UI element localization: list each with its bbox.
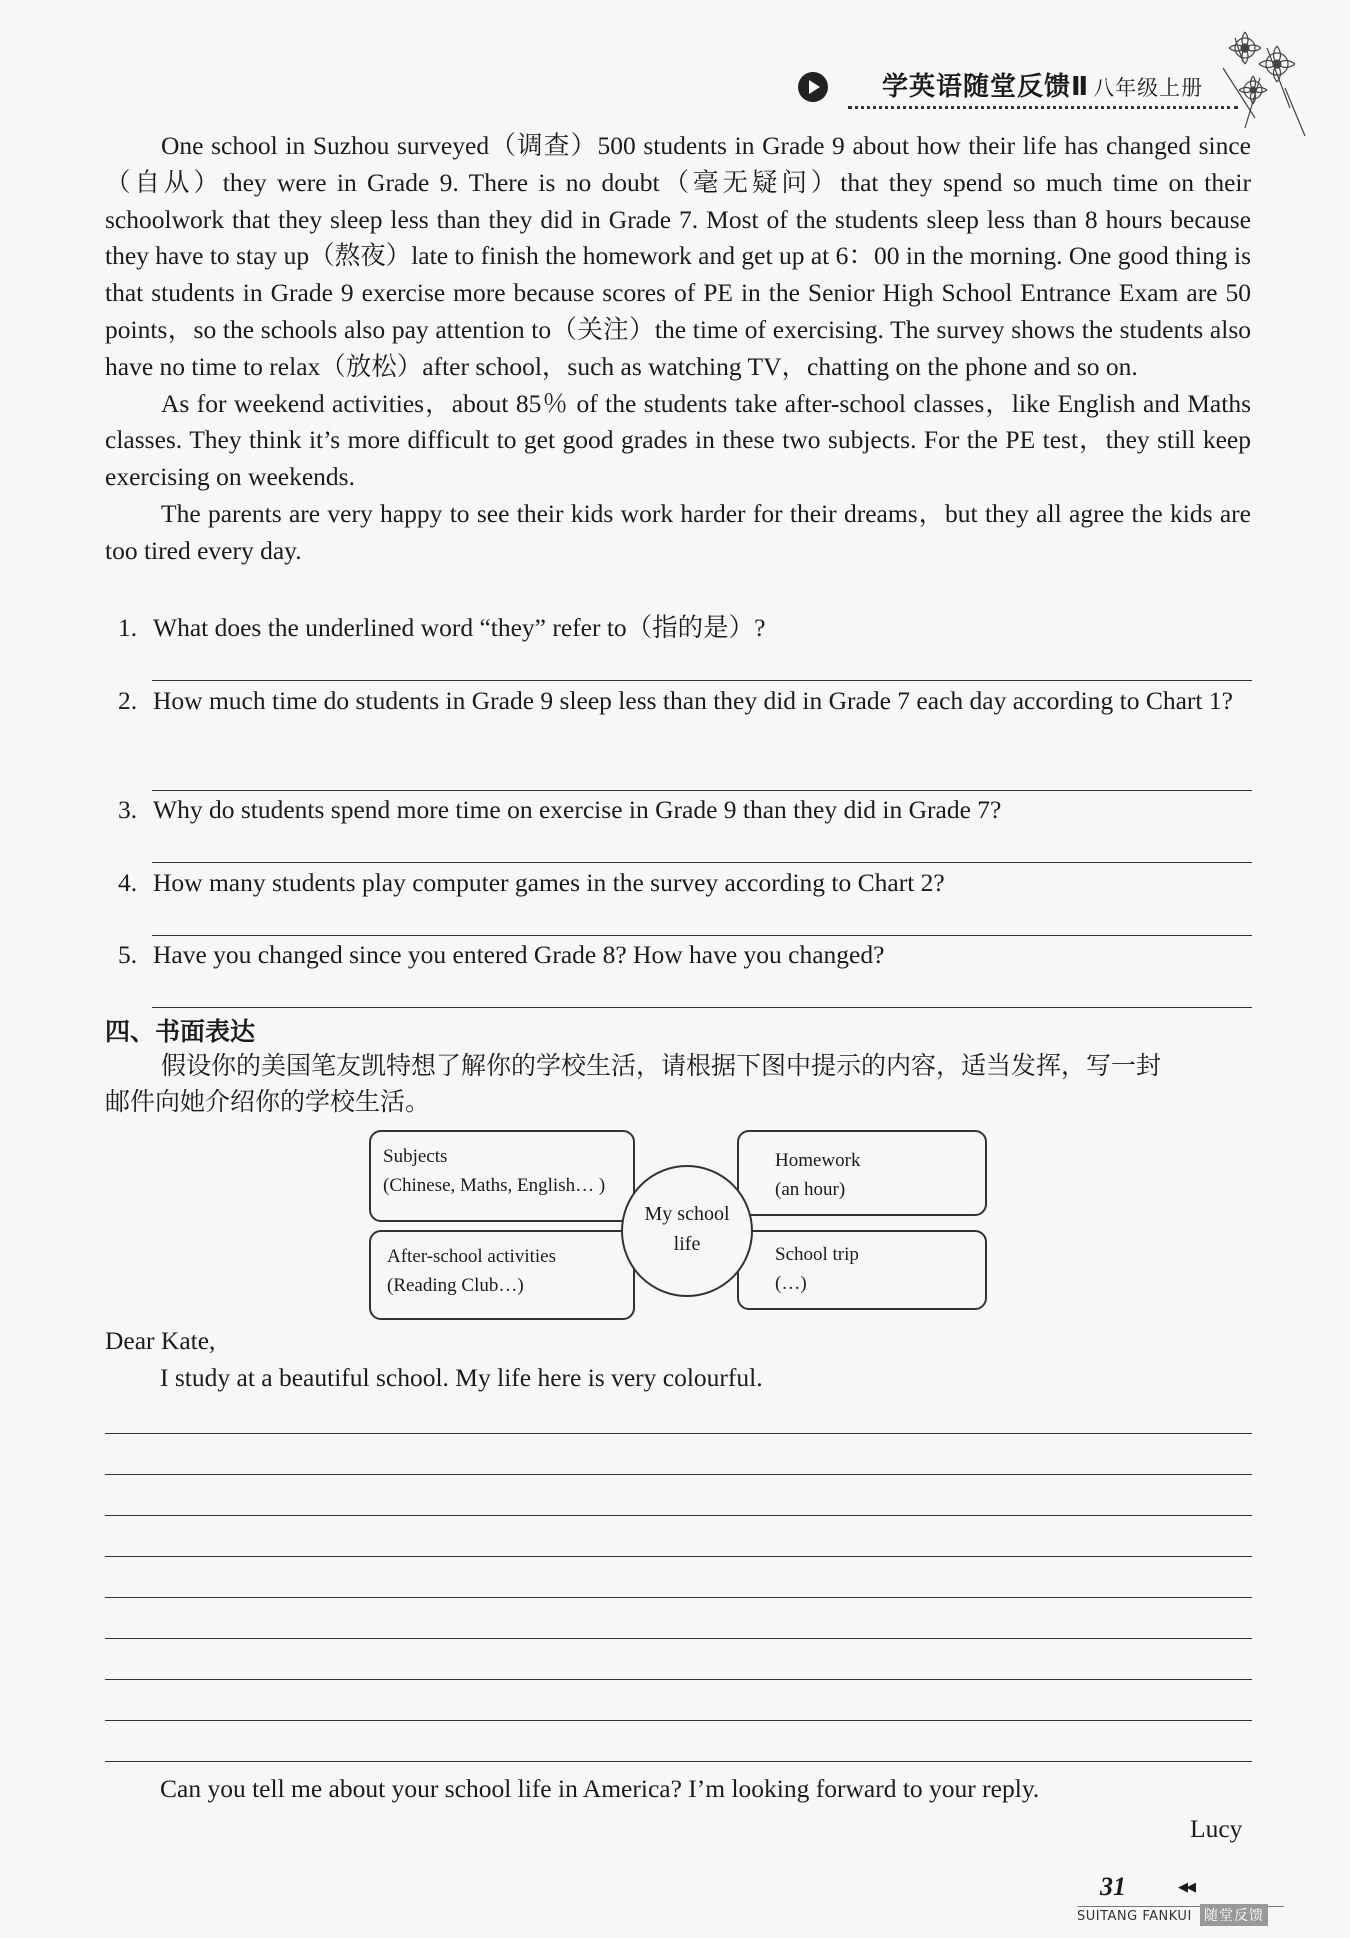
writing-line[interactable]	[105, 1474, 1252, 1475]
question-number: 1.	[118, 613, 138, 642]
question-5	[118, 937, 1253, 974]
answer-line-3[interactable]	[152, 862, 1252, 863]
play-icon	[798, 72, 828, 102]
question-text: Why do students spend more time on exercise in Grade 9 than they did in Grade 7?	[153, 795, 1002, 824]
school-life-diagram	[365, 1130, 995, 1320]
question-text: What does the underlined word “they” refer to（指的是）?	[153, 613, 766, 642]
question-text: How much time do students in Grade 9 sleep less than they did in Grade 7 each day according to Chart 1?	[153, 686, 1233, 715]
circle-label: My school	[644, 1203, 730, 1225]
flower-decoration-icon	[1215, 18, 1325, 138]
letter-closing: Can you tell me about your school life in America? I’m looking forward to your reply.	[160, 1774, 1040, 1803]
passage-paragraph: One school in Suzhou surveyed（调查）500 students in Grade 9 about how their life has changed since（自从）they were in Grade 9. There is no doubt（毫无疑问）that they spend so much time on their schoolwork that they sleep less than they did in Grade 7. Most of the students sleep less than 8 hours because they have to stay up（熬夜）late to finish the homework and get up at 6：00 in the morning. One good thing is that students in Grade 9 exercise more because scores of PE in the Senior High School Entrance Exam are 50 points，so the schools also pay attention to（关注）the time of exercising. The survey shows the students also have no time to relax（放松）after school，such as watching TV，chatting on the phone and so on.	[105, 131, 1251, 381]
letter-salutation: Dear Kate,	[105, 1326, 216, 1355]
letter-signature: Lucy	[1190, 1814, 1243, 1843]
book-title-grade: 八年级上册	[1093, 76, 1204, 100]
answer-line-5[interactable]	[152, 1007, 1252, 1008]
box-detail: (…)	[775, 1273, 807, 1294]
box-title: Homework	[775, 1150, 861, 1171]
book-title-main: 学英语随堂反馈Ⅱ	[882, 72, 1090, 102]
writing-line[interactable]	[105, 1761, 1252, 1762]
question-2	[118, 683, 1253, 720]
subjects-box	[369, 1130, 635, 1222]
section-title: 四、书面表达	[105, 1017, 256, 1046]
writing-line[interactable]	[105, 1720, 1252, 1721]
page-header	[0, 0, 1350, 120]
box-title: School trip	[775, 1244, 859, 1265]
writing-line[interactable]	[105, 1597, 1252, 1598]
double-arrow-icon: ◀◀	[1178, 1880, 1194, 1895]
writing-line[interactable]	[105, 1556, 1252, 1557]
question-3	[118, 792, 1253, 829]
question-4	[118, 865, 1253, 902]
passage-paragraph: The parents are very happy to see their kids work harder for their dreams，but they all agree the kids are too tired every day.	[105, 498, 1251, 565]
footer-brand-cn: 随堂反馈	[1200, 1904, 1268, 1926]
book-title	[882, 66, 1203, 103]
question-number: 4.	[118, 868, 138, 897]
instruction-line: 假设你的美国笔友凯特想了解你的学校生活，请根据下图中提示的内容，适当发挥，写一封	[161, 1051, 1162, 1080]
school-trip-box	[737, 1230, 987, 1310]
answer-line-2[interactable]	[152, 790, 1252, 791]
writing-line[interactable]	[105, 1515, 1252, 1516]
letter-opening: I study at a beautiful school. My life here is very colourful.	[160, 1363, 763, 1392]
question-number: 3.	[118, 795, 138, 824]
box-title: After-school activities	[387, 1246, 556, 1267]
question-number: 2.	[118, 686, 138, 715]
page-number: 31	[1100, 1872, 1126, 1901]
passage-paragraph: As for weekend activities，about 85％ of the students take after-school classes，like English and Maths classes. They think it’s more difficult to get good grades in these two subjects. For the PE test，they still keep exercising on weekends.	[105, 388, 1251, 492]
circle-label: life	[673, 1233, 701, 1255]
homework-box	[737, 1130, 987, 1216]
box-detail: (Reading Club…)	[387, 1275, 524, 1296]
writing-line[interactable]	[105, 1638, 1252, 1639]
my-school-life-circle	[621, 1165, 753, 1297]
question-text: Have you changed since you entered Grade 8? How have you changed?	[153, 940, 885, 969]
question-text: How many students play computer games in the survey according to Chart 2?	[153, 868, 945, 897]
answer-line-4[interactable]	[152, 935, 1252, 936]
question-number: 5.	[118, 940, 138, 969]
writing-line[interactable]	[105, 1679, 1252, 1680]
box-detail: (an hour)	[775, 1179, 846, 1200]
writing-instruction	[105, 1048, 1251, 1120]
answer-line-1[interactable]	[152, 680, 1252, 681]
footer-brand-en: SUITANG FANKUI	[1077, 1909, 1192, 1924]
after-school-activities-box	[369, 1230, 635, 1320]
question-1	[118, 610, 1253, 647]
writing-line[interactable]	[105, 1433, 1252, 1434]
reading-passage	[105, 128, 1251, 570]
box-title: Subjects	[383, 1146, 448, 1167]
box-detail: (Chinese, Maths, English… )	[383, 1175, 606, 1196]
instruction-line: 邮件向她介绍你的学校生活。	[105, 1087, 431, 1116]
header-dotted-rule	[848, 106, 1238, 109]
